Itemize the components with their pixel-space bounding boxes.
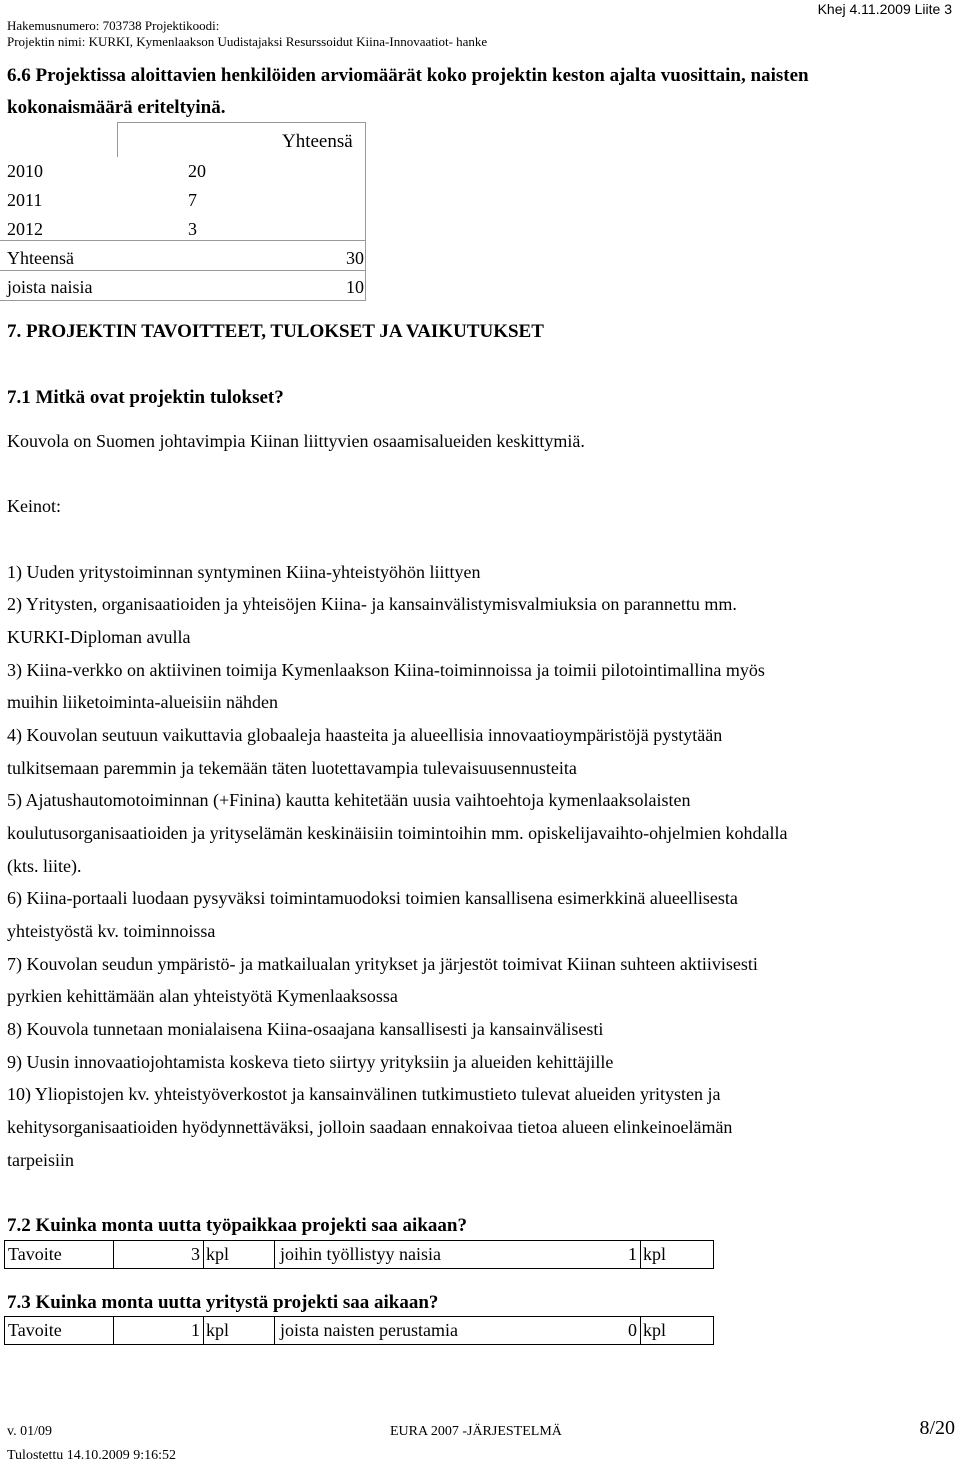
question-7-3: 7.3 Kuinka monta uutta yritystä projekti saa aikaan? [7,1292,439,1313]
list-item: 1) Uuden yritystoiminnan syntyminen Kiina-yhteistyöhön liittyen [7,562,481,582]
companies-women-value: 0 [628,1320,637,1340]
jobs-women-unit: kpl [643,1244,667,1264]
companies-target-label: Tavoite [8,1320,62,1340]
footer-system: EURA 2007 -JÄRJESTELMÄ [390,1424,562,1439]
list-item: 4) Kouvolan seutuun vaikuttavia globaaleja haasteita ja alueellisia innovaatioympäristöjä pystytään [7,725,723,745]
list-item: tulkitsemaan paremmin ja tekemään täten luotettavampia tulevaisuusennusteita [7,758,577,778]
jobs-women-value: 1 [628,1244,637,1264]
section-6-6-heading-line1: 6.6 Projektissa aloittavien henkilöiden arviomäärät koko projektin keston ajalta vuosittain, naisten [7,65,809,86]
jobs-target-value: 3 [191,1244,200,1264]
list-item: 7) Kouvolan seudun ympäristö- ja matkailualan yritykset ja järjestöt toimivat Kiinan suhteen aktiivisesti [7,954,758,974]
list-item: tarpeisiin [7,1150,74,1170]
table-row-label: 2010 [7,161,43,181]
total-value: 30 [346,248,364,268]
companies-women-unit: kpl [643,1320,667,1340]
jobs-target-unit: kpl [206,1244,230,1264]
list-item: 8) Kouvola tunnetaan monialaisena Kiina-osaajana kansallisesti ja kansainvälisesti [7,1019,604,1039]
results-intro: Kouvola on Suomen johtavimpia Kiinan liittyvien osaamisalueiden keskittymiä. [7,431,585,451]
list-item: kehitysorganisaatioiden hyödynnettäväksi, jolloin saadaan ennakoivaa tietoa alueen elinkeinoelämän [7,1117,733,1137]
list-item: muihin liiketoiminta-alueisiin nähden [7,692,278,712]
header-application-number: Hakemusnumero: 703738 Projektikoodi: [7,18,220,33]
section-7-heading: 7. PROJEKTIN TAVOITTEET, TULOKSET JA VAIKUTUKSET [7,321,544,342]
table-row-value: 7 [188,190,197,210]
list-item: 5) Ajatushautomotoiminnan (+Finina) kautta kehitetään uusia vaihtoehtoja kymenlaaksolaisten [7,790,691,810]
header-project-name: Projektin nimi: KURKI, Kymenlaakson Uudistajaksi Resurssoidut Kiina-Innovaatiot- hanke [7,34,488,49]
question-7-1: 7.1 Mitkä ovat projektin tulokset? [7,387,284,408]
list-item: 10) Yliopistojen kv. yhteistyöverkostot ja kansainvälinen tutkimustieto tulevat alueiden yritysten ja [7,1084,721,1104]
list-item: koulutusorganisaatioiden ja yrityselämän keskinäisiin toimintoihin mm. opiskelijavaihto-ohjelmien kohdalla [7,823,788,843]
keinot-label: Keinot: [7,496,61,516]
table-row-label: 2012 [7,219,43,239]
list-item: 3) Kiina-verkko on aktiivinen toimija Kymenlaakson Kiina-toiminnoissa ja toimii pilotointimallina myös [7,660,765,680]
companies-women-label: joista naisten perustamia [280,1320,458,1340]
companies-target-value: 1 [191,1320,200,1340]
list-item: (kts. liite). [7,856,82,876]
section-6-6-heading-line2: kokonaismäärä eriteltyinä. [7,97,226,118]
list-item: pyrkien kehittämään alan yhteistyötä Kymenlaaksossa [7,986,398,1006]
list-item: 2) Yritysten, organisaatioiden ja yhteisöjen Kiina- ja kansainvälistymisvalmiuksia on parannettu mm. [7,594,737,614]
footer-page-number: 8/20 [919,1417,955,1439]
list-item: KURKI-Diploman avulla [7,627,191,647]
women-value: 10 [346,277,364,297]
table-row-value: 3 [188,219,197,239]
column-header-total: Yhteensä [282,131,353,152]
footer-version: v. 01/09 [7,1424,52,1439]
header-date-attachment: Khej 4.11.2009 Liite 3 [817,1,952,17]
total-label: Yhteensä [7,248,74,268]
jobs-target-label: Tavoite [8,1244,62,1264]
table-row-value: 20 [188,161,206,181]
list-item: yhteistyöstä kv. toiminnoissa [7,921,216,941]
women-label: joista naisia [7,277,93,297]
table-row-label: 2011 [7,190,43,210]
list-item: 6) Kiina-portaali luodaan pysyväksi toimintamuodoksi toimien kansallisena esimerkkinä alueellisesta [7,888,738,908]
question-7-2: 7.2 Kuinka monta uutta työpaikkaa projekti saa aikaan? [7,1215,467,1236]
list-item: 9) Uusin innovaatiojohtamista koskeva tieto siirtyy yrityksiin ja alueiden kehittäjille [7,1052,614,1072]
companies-target-unit: kpl [206,1320,230,1340]
footer-printed: Tulostettu 14.10.2009 9:16:52 [7,1448,177,1463]
jobs-women-label: joihin työllistyy naisia [280,1244,441,1264]
